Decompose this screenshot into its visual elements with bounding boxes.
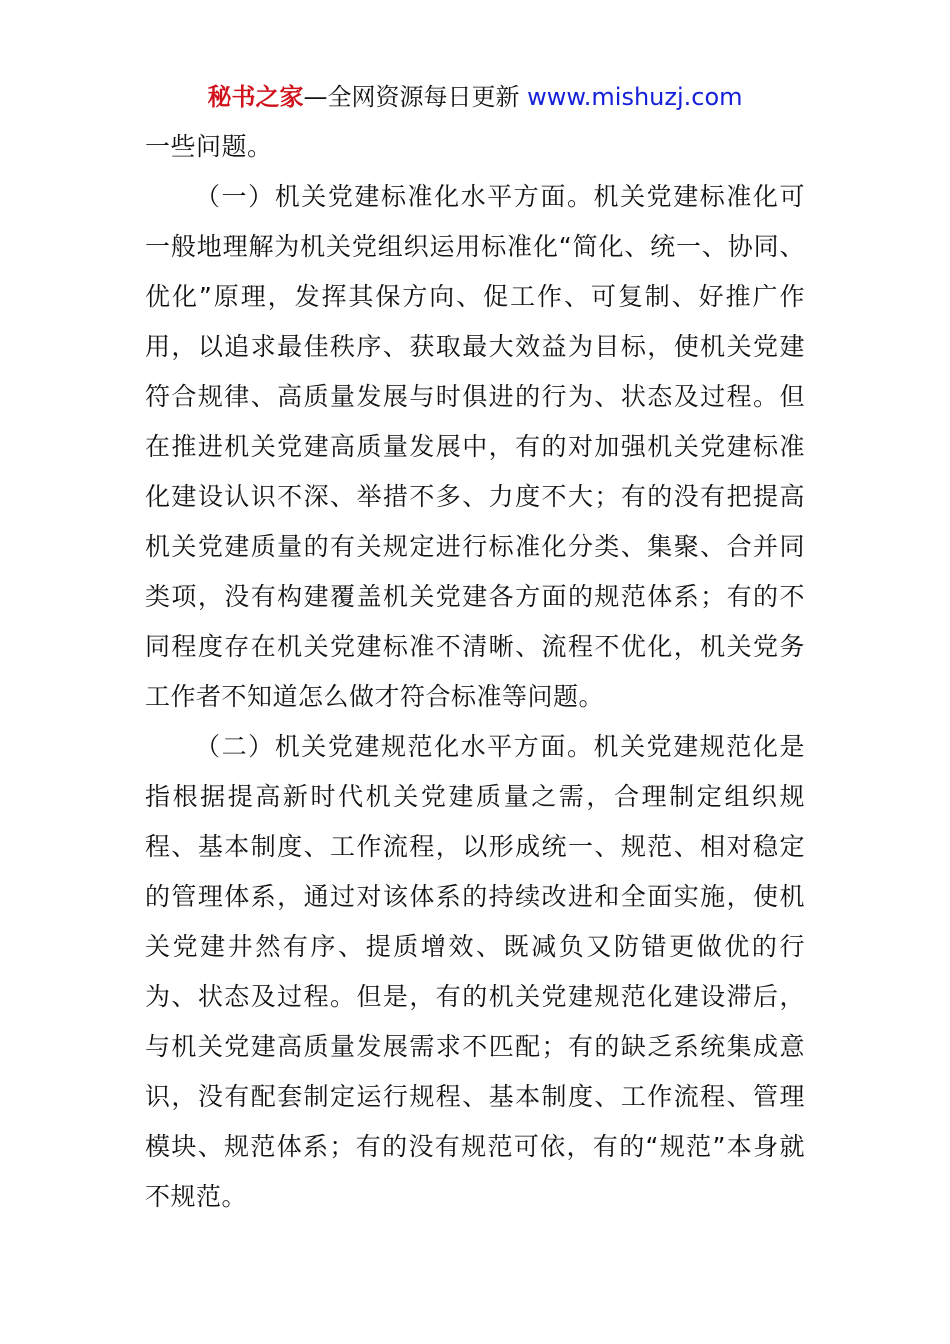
- page-header: [0, 80, 950, 114]
- paragraph-section-one: （一）机关党建标准化水平方面。机关党建标准化可一般地理解为机关党组织运用标准化“简化、统一、协同、优化”原理，发挥其保方向、促工作、可复制、好推广作用，以追求最佳秩序、获取最大效益为目标，使机关党建符合规律、高质量发展与时俱进的行为、状态及过程。但在推进机关党建高质量发展中，有的对加强机关党建标准化建设认识不深、举措不多、力度不大；有的没有把提高机关党建质量的有关规定进行标准化分类、集聚、合并同类项，没有构建覆盖机关党建各方面的规范体系；有的不同程度存在机关党建标准不清晰、流程不优化，机关党务工作者不知道怎么做才符合标准等问题。: [145, 182, 805, 711]
- brand-name: 秘书之家: [207, 83, 304, 111]
- paragraph-section-two: （二）机关党建规范化水平方面。机关党建规范化是指根据提高新时代机关党建质量之需，合理制定组织规程、基本制度、工作流程，以形成统一、规范、相对稳定的管理体系，通过对该体系的持续改进和全面实施，使机关党建井然有序、提质增效、既减负又防错更做优的行为、状态及过程。但是，有的机关党建规范化建设滞后，与机关党建高质量发展需求不匹配；有的缺乏系统集成意识，没有配套制定运行规程、基本制度、工作流程、管理模块、规范体系；有的没有规范可依，有的“规范”本身就不规范。: [145, 732, 805, 1211]
- document-body: [145, 122, 805, 1222]
- header-tagline: —全网资源每日更新: [303, 83, 520, 111]
- paragraph-continuation: 一些问题。: [145, 132, 273, 161]
- site-url-link[interactable]: www.mishuzj.com: [527, 83, 743, 111]
